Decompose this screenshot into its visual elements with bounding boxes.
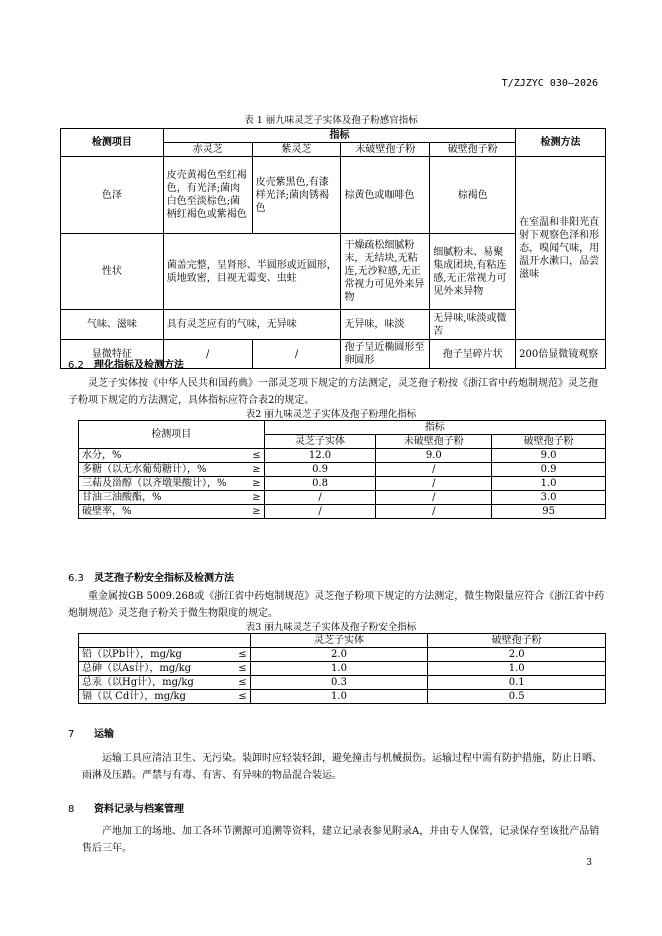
- t2-operator: ≥: [252, 506, 261, 517]
- t1-cell: 细腻粉末、易聚集成团块,有粘连感,无正常视力可见外来异物: [430, 234, 516, 310]
- t3-operator: ≤: [238, 663, 247, 674]
- t1-cell: 皮壳黄褐色至红褐色，有光泽;菌肉白色至淡棕色;菌柄红褐色或紫褐色: [163, 157, 252, 234]
- section-number: 7: [68, 729, 75, 740]
- t2-cell: /: [264, 505, 376, 519]
- section-6-2-paragraph: 灵芝子实体按《中华人民共和国药典》一部灵芝项下规定的方法测定，灵芝孢子粉按《浙江省中药炮制规范》灵芝孢子粉项下规定的方法测定，具体指标应符合表2的规定。: [68, 378, 598, 406]
- t1-col-index: 指标: [163, 129, 515, 143]
- section-6-3-paragraph: 重金属按GB 5009.268或《浙江省中药炮制规范》灵芝孢子粉项下规定的方法测定，微生物限量应符合《浙江省中药炮制规范》灵芝孢子粉关于微生物限度的规定。: [68, 591, 605, 619]
- t1-row-item: 气味、滋味: [61, 310, 164, 340]
- t1-subcol: 未破壁孢子粉: [341, 143, 430, 157]
- t2-cell: 9.0: [376, 449, 492, 463]
- t1-row-item: 显微特征: [61, 340, 164, 369]
- section-8-paragraph: 产地加工的场地、加工各环节溯源可追溯等资料，建立记录表参见附录A，并由专人保管，记录保存至该批产品销售后三年。: [82, 826, 600, 854]
- t3-item-label: 镉（以 Cd计），mg/kg: [82, 691, 186, 702]
- table3: [78, 633, 606, 704]
- t2-item-label: 破壁率，%: [82, 506, 132, 517]
- t1-cell: /: [252, 340, 341, 369]
- t2-row-item: [79, 449, 265, 463]
- t1-col-item: 检测项目: [61, 129, 164, 157]
- t3-cell: 1.0: [250, 662, 428, 676]
- t2-col-index: 指标: [264, 421, 605, 435]
- t3-cell: 0.3: [250, 676, 428, 690]
- t3-header-blank: [79, 634, 251, 648]
- t2-cell: 0.9: [264, 463, 376, 477]
- t2-cell: 95: [492, 505, 606, 519]
- table2-caption: 表2 丽九味灵芝子实体及孢子粉理化指标: [245, 409, 417, 420]
- t3-operator: ≤: [238, 649, 247, 660]
- t3-subcol: 破壁孢子粉: [428, 634, 606, 648]
- t1-cell: 孢子呈近椭圆形至卵圆形: [341, 340, 430, 369]
- page-number: 3: [586, 858, 592, 868]
- t3-subcol: 灵芝子实体: [250, 634, 428, 648]
- t2-item-label: 三萜及甾醇（以齐墩果酸计），%: [82, 478, 227, 489]
- t1-cell: 棕黄色或咖啡色: [341, 157, 430, 234]
- t2-row-item: [79, 491, 265, 505]
- t2-cell: /: [264, 491, 376, 505]
- t3-cell: 2.0: [250, 648, 428, 662]
- t2-cell: 3.0: [492, 491, 606, 505]
- t1-cell: 棕褐色: [430, 157, 516, 234]
- section-6-2-heading: [68, 356, 184, 371]
- t3-operator: ≤: [238, 691, 247, 702]
- t1-cell: 皮壳紫黑色,有漆样光泽;菌肉锈褐色: [252, 157, 341, 234]
- t3-row-item: [79, 662, 251, 676]
- t2-cell: /: [376, 491, 492, 505]
- t2-item-label: 多糖（以无水葡萄糖计），%: [82, 464, 207, 475]
- t1-col-method: 检测方法: [516, 129, 606, 157]
- t1-subcol: 紫灵芝: [252, 143, 341, 157]
- t2-cell: 9.0: [492, 449, 606, 463]
- section-number: 6.3: [68, 573, 84, 584]
- t3-cell: 2.0: [428, 648, 606, 662]
- t3-row-item: [79, 676, 251, 690]
- t2-cell: 0.9: [492, 463, 606, 477]
- t1-cell: 无异味,味淡或微苦: [430, 310, 516, 340]
- t2-subcol: 灵芝子实体: [264, 435, 376, 449]
- t3-cell: 0.1: [428, 676, 606, 690]
- table2: [78, 420, 606, 519]
- standard-code: T/ZJZYC 030—2026: [501, 78, 598, 89]
- section-7-heading: [68, 725, 114, 740]
- t2-col-item: 检测项目: [79, 421, 265, 449]
- t3-cell: 1.0: [428, 662, 606, 676]
- section-7-paragraph: 运输工具应清洁卫生、无污染。装卸时应轻装轻卸，避免撞击与机械损伤。运输过程中需有防护措施，防止日晒、雨淋及压踏。严禁与有毒、有害、有异味的物品混合装运。: [82, 753, 602, 781]
- t3-row-item: [79, 690, 251, 704]
- t2-operator: ≤: [252, 450, 261, 461]
- t2-row-item: [79, 463, 265, 477]
- t1-cell: 菌盖完整，呈肾形、半圆形或近圆形，质地致密，目视无霉变、虫蛀: [163, 234, 341, 310]
- t1-cell: 具有灵芝应有的气味，无异味: [163, 310, 341, 340]
- t3-item-label: 铅（以Pb计），mg/kg: [82, 649, 182, 660]
- t2-item-label: 甘油三油酸酯，%: [82, 492, 162, 503]
- t2-operator: ≥: [252, 464, 261, 475]
- t2-cell: /: [376, 463, 492, 477]
- t2-subcol: 未破壁孢子粉: [376, 435, 492, 449]
- section-8-heading: [68, 800, 184, 815]
- t1-method-main: 在室温和非阳光直射下观察色泽和形态，嗅闻气味，用温开水漱口，品尝滋味: [516, 157, 606, 340]
- t3-cell: 1.0: [250, 690, 428, 704]
- t2-row-item: [79, 477, 265, 491]
- t1-cell: 孢子呈碎片状: [430, 340, 516, 369]
- t2-cell: 0.8: [264, 477, 376, 491]
- t2-operator: ≥: [252, 478, 261, 489]
- t2-cell: /: [376, 477, 492, 491]
- t2-subcol: 破壁孢子粉: [492, 435, 606, 449]
- section-title: 灵芝孢子粉安全指标及检测方法: [94, 573, 234, 584]
- t3-cell: 0.5: [428, 690, 606, 704]
- t2-operator: ≥: [252, 492, 261, 503]
- t1-cell: /: [163, 340, 252, 369]
- section-6-3-heading: [68, 569, 234, 584]
- t1-cell: 干燥疏松细腻粉末，无结块,无粘连,无沙粒感,无正常视力可见外来异物: [341, 234, 430, 310]
- section-title: 资料记录与档案管理: [94, 804, 184, 815]
- t2-item-label: 水分，%: [82, 450, 122, 461]
- table1: [60, 128, 606, 369]
- t1-subcol: 破壁孢子粉: [430, 143, 516, 157]
- t1-subcol: 赤灵芝: [163, 143, 252, 157]
- table1-caption: 表 1 丽九味灵芝子实体及孢子粉感官指标: [244, 115, 418, 126]
- t1-row-item: 色泽: [61, 157, 164, 234]
- t3-item-label: 总汞（以Hg计），mg/kg: [82, 677, 194, 688]
- section-title: 理化指标及检测方法: [94, 360, 184, 371]
- t1-row-item: 性状: [61, 234, 164, 310]
- section-number: 8: [68, 804, 75, 815]
- t2-cell: /: [376, 505, 492, 519]
- table3-caption: 表3 丽九味灵芝子实体及孢子粉安全指标: [245, 622, 417, 633]
- t3-operator: ≤: [238, 677, 247, 688]
- t3-item-label: 总砷（以As计），mg/kg: [82, 663, 192, 674]
- t2-row-item: [79, 505, 265, 519]
- t1-cell: 无异味，味淡: [341, 310, 430, 340]
- t3-row-item: [79, 648, 251, 662]
- t2-cell: 12.0: [264, 449, 376, 463]
- section-number: 6.2: [68, 360, 84, 371]
- t2-cell: 1.0: [492, 477, 606, 491]
- section-title: 运输: [94, 729, 114, 740]
- t1-method-micro: 200倍显微镜观察: [516, 340, 606, 369]
